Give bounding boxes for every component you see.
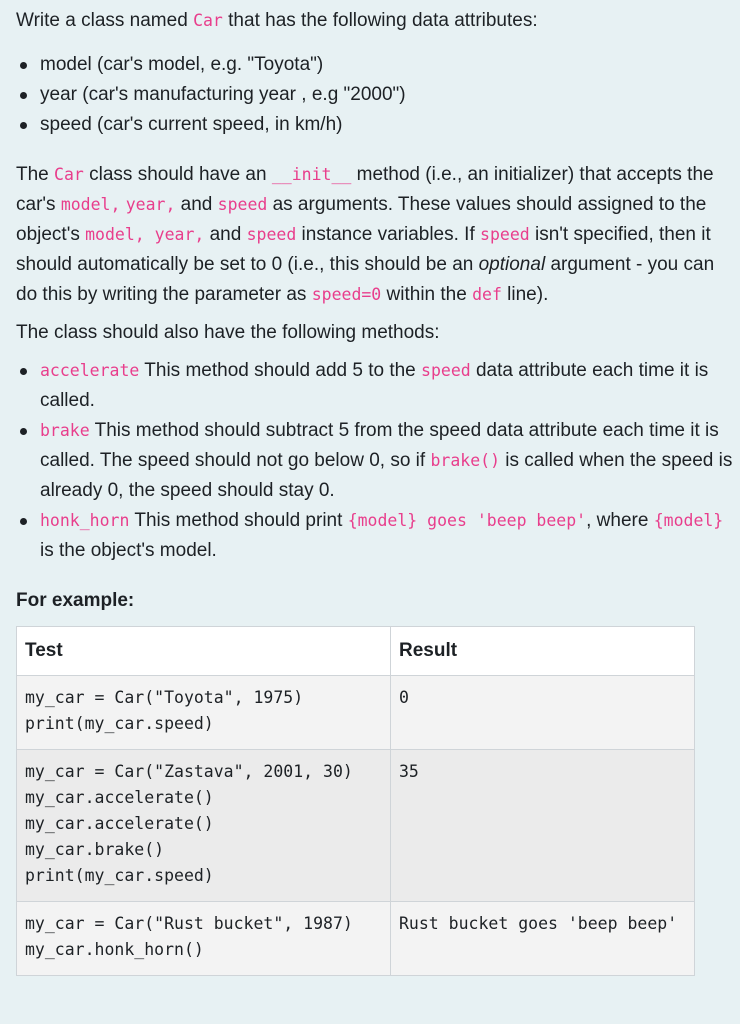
intro-paragraph: Write a class named Car that has the following data attributes:: [16, 10, 538, 31]
header-test: Test: [17, 627, 391, 676]
test-cell: my_car = Car("Rust bucket", 1987) my_car.honk_horn(): [17, 902, 391, 976]
list-item: year (car's manufacturing year , e.g "2000"): [40, 80, 734, 110]
list-item-honk-horn: honk_horn This method should print {model} goes 'beep beep', where {model} is the object's model.: [40, 506, 734, 566]
example-heading: For example:: [16, 590, 135, 611]
table-header-row: [17, 627, 695, 676]
examples-table: [16, 626, 695, 976]
method-list: [16, 356, 734, 566]
header-result: Result: [391, 627, 695, 676]
list-item: model (car's model, e.g. "Toyota"): [40, 50, 734, 80]
result-cell: Rust bucket goes 'beep beep': [391, 902, 695, 976]
list-item: speed (car's current speed, in km/h): [40, 110, 734, 140]
init-paragraph: The Car class should have an __init__ method (i.e., an initializer) that accepts the car's model, year, and speed as arguments. These values should assigned to the object's model, year, and speed instance variables. If speed isn't specified, then it should automatically be set to 0 (i.e., this should be an optional argument - you can do this by writing the parameter as speed=0 within the def line).: [16, 164, 715, 305]
list-item-accelerate: accelerate This method should add 5 to the speed data attribute each time it is called.: [40, 356, 734, 416]
list-item-brake: brake This method should subtract 5 from the speed data attribute each time it is called. The speed should not go below 0, so if brake() is called when the speed is already 0, the speed should stay 0.: [40, 416, 734, 506]
code-init: __init__: [271, 165, 352, 184]
table-row: [17, 676, 695, 750]
methods-intro: The class should also have the following methods:: [16, 322, 440, 343]
test-cell: my_car = Car("Toyota", 1975) print(my_car.speed): [17, 676, 391, 750]
table-row: [17, 902, 695, 976]
result-cell: 35: [391, 750, 695, 902]
code-car: Car: [193, 11, 223, 30]
test-cell: my_car = Car("Zastava", 2001, 30) my_car.accelerate() my_car.accelerate() my_car.brake() print(my_car.speed): [17, 750, 391, 902]
table-row: [17, 750, 695, 902]
attribute-list: [16, 50, 734, 140]
result-cell: 0: [391, 676, 695, 750]
